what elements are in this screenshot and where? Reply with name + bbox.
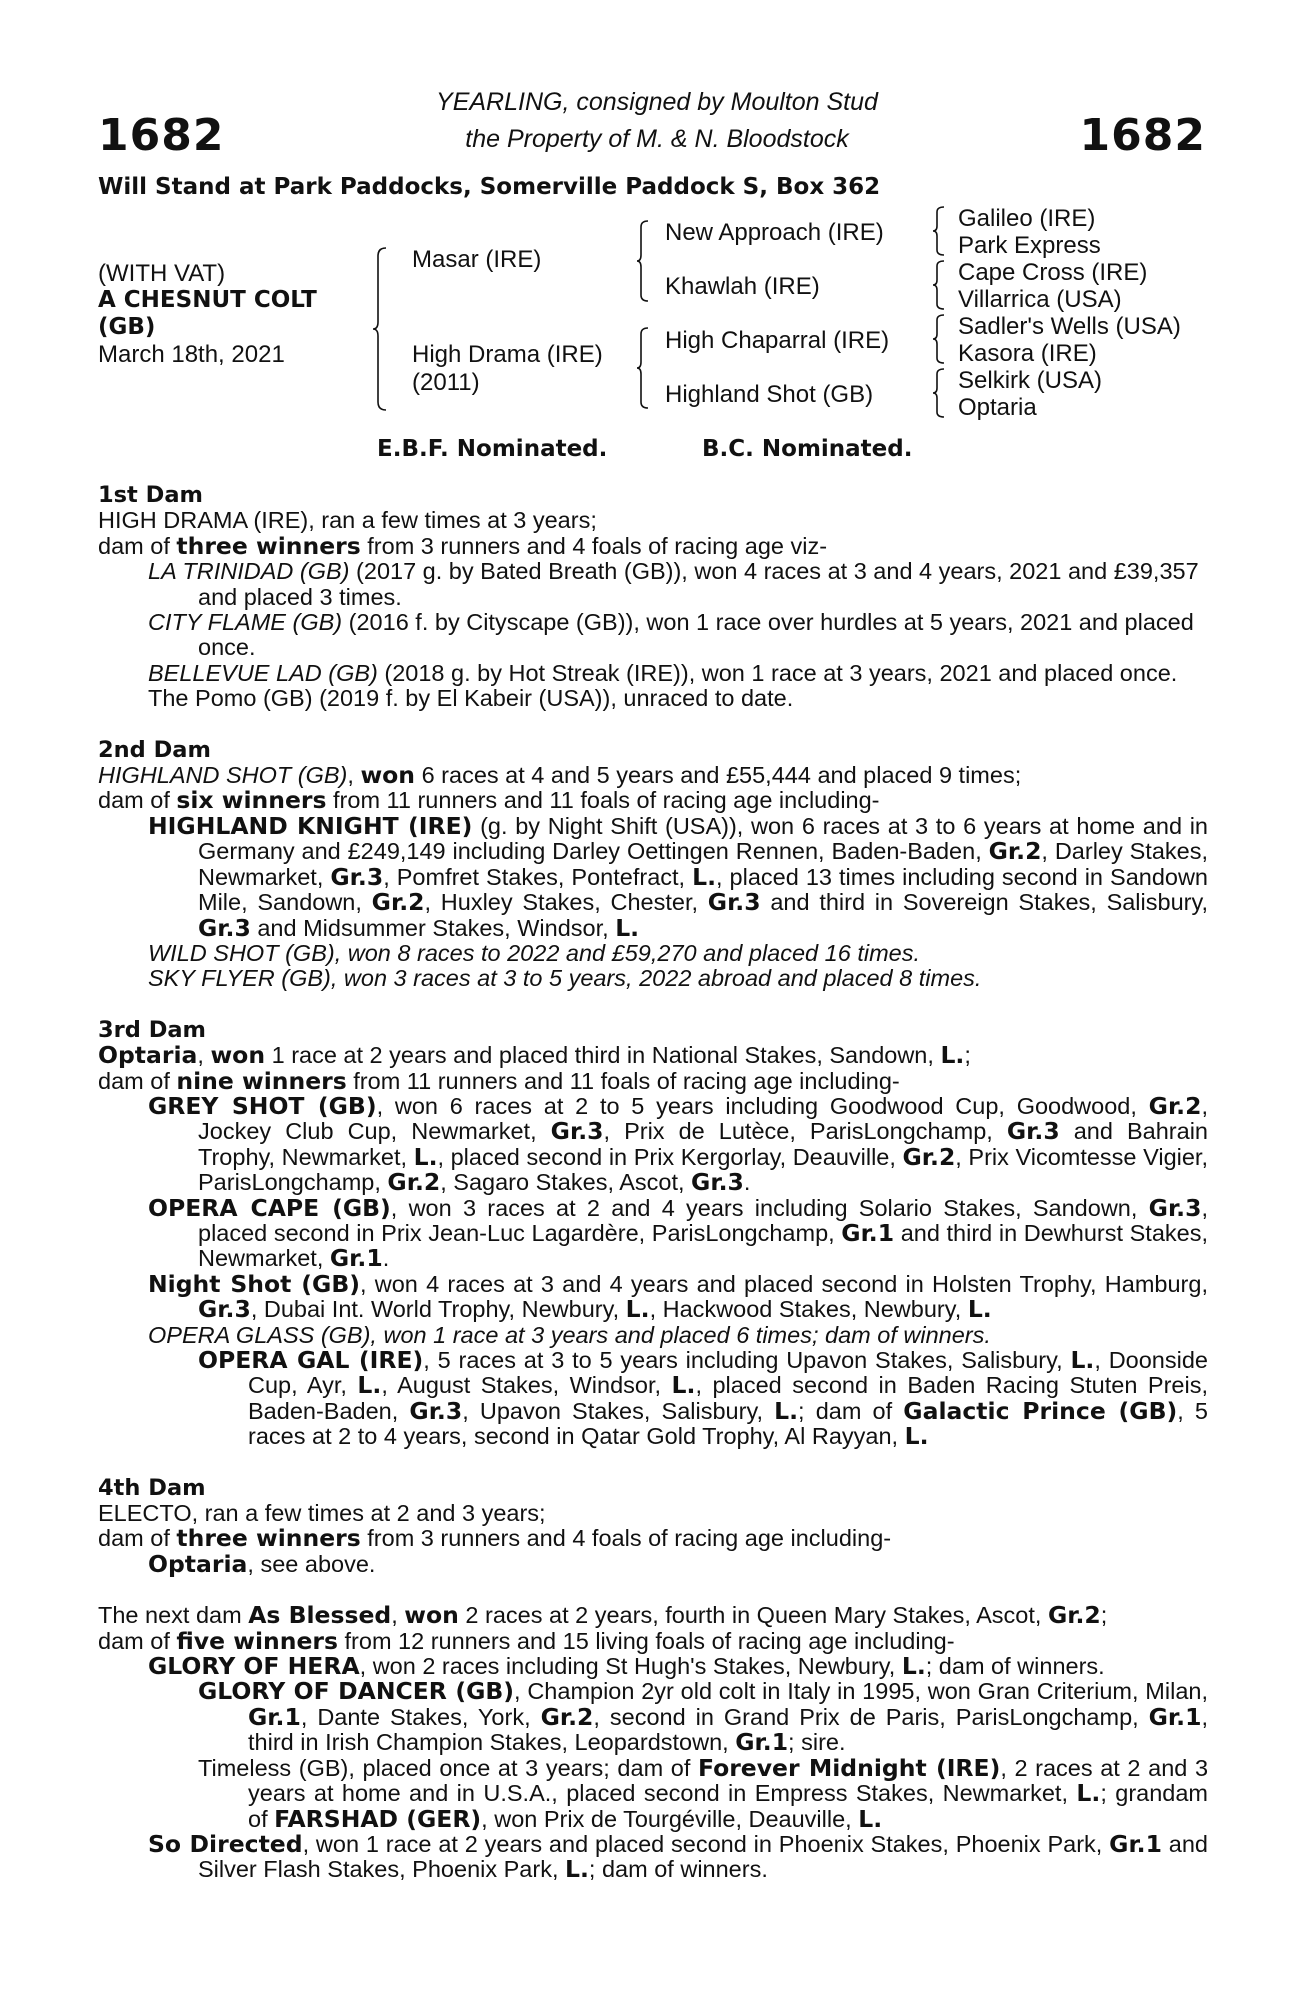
second-dam-title: 2nd Dam	[98, 736, 211, 763]
offspring-highland-knight: HIGHLAND KNIGHT (IRE) (g. by Night Shift (USA)), won 6 races at 3 to 6 years at home and in Germany and £249,149 including Darley Oettingen Rennen, Baden-Baden, Gr.2, Darley Stakes, Newmarket, Gr.3, Pomfret Stakes, Pontefract, L., placed 13 times including second in Sandown Mile, Sandown, Gr.2, Huxley Stakes, Chester, Gr.3 and third in Sovereign Stakes, Salisbury, Gr.3 and Midsummer Stakes, Windsor, L.	[148, 811, 1209, 942]
pedigree-sds: Cape Cross (IRE)	[958, 259, 1148, 286]
pedigree-sire: Masar (IRE)	[412, 246, 542, 273]
pedigree-dam-name: High Drama (IRE)	[412, 341, 603, 368]
produce-record	[98, 483, 1208, 1883]
brace-dam-line	[636, 326, 650, 410]
lot-number-right: 1682	[1079, 110, 1206, 161]
bc-nomination: B.C. Nominated.	[702, 436, 913, 462]
first-dam-produce: dam of three winners from 3 runners and 4 foals of racing age viz-	[98, 531, 828, 560]
pedigree-dam	[412, 341, 603, 397]
pedigree-sss: Galileo (IRE)	[958, 205, 1096, 232]
pedigree-sdd: Villarrica (USA)	[958, 286, 1122, 313]
brace-gen3-4	[932, 367, 946, 419]
offspring-night-shot: Night Shot (GB), won 4 races at 3 and 4 years and placed second in Holsten Trophy, Hamburg, Gr.3, Dubai Int. World Trophy, Newbury, L., Hackwood Stakes, Newbury, L.	[148, 1269, 1208, 1324]
vat-note: (WITH VAT)	[98, 260, 226, 287]
next-dam-produce: dam of five winners from 12 runners and 15 living foals of racing age including-	[98, 1626, 955, 1655]
grand-offspring-opera-gal: OPERA GAL (IRE), 5 races at 3 to 5 years including Upavon Stakes, Salisbury, L., Doonside Cup, Ayr, L., August Stakes, Windsor, L., placed second in Baden Racing Stuten Preis, Baden-Baden, Gr.3, Upavon Stakes, Salisbury, L.; dam of Galactic Prince (GB), 5 races at 2 to 4 years, second in Qatar Gold Trophy, Al Rayyan, L.	[198, 1346, 1208, 1451]
second-dam-produce: dam of six winners from 11 runners and 11 foals of racing age including-	[98, 786, 880, 815]
pedigree-sire-sire: New Approach (IRE)	[665, 219, 884, 246]
first-dam-title: 1st Dam	[98, 482, 203, 508]
first-dam-line: HIGH DRAMA (IRE), ran a few times at 3 years;	[98, 507, 597, 534]
offspring-the-pomo: The Pomo (GB) (2019 f. by El Kabeir (USA)), unraced to date.	[148, 685, 794, 712]
third-dam-line: Optaria, won 1 race at 2 years and placed third in National Stakes, Sandown, L.;	[98, 1041, 971, 1070]
pedigree-ddd: Optaria	[958, 394, 1037, 421]
subject-dob: March 18th, 2021	[98, 341, 285, 368]
offspring-sky-flyer: SKY FLYER (GB), won 3 races at 3 to 5 years, 2022 abroad and placed 8 times.	[148, 965, 982, 992]
brace-sire-dam	[372, 246, 388, 412]
subject-block	[98, 260, 317, 368]
grand-offspring-glory-of-dancer: GLORY OF DANCER (GB), Champion 2yr old colt in Italy in 1995, won Gran Criterium, Milan, Gr.1, Dante Stakes, York, Gr.2, second in Grand Prix de Paris, ParisLongchamp, Gr.1, third in Irish Champion Stakes, Leopardstown, Gr.1; sire.	[198, 1677, 1208, 1757]
second-dam-section	[98, 738, 1208, 992]
consignment-line-1: YEARLING, consigned by Moulton Stud	[436, 88, 878, 116]
grand-offspring-timeless: Timeless (GB), placed once at 3 years; dam of Forever Midnight (IRE), 2 races at 2 and 3 years at home and in U.S.A., placed second in Empress Stakes, Newmarket, L.; grandam of FARSHAD (GER), won Prix de Tourgéville, Deauville, L.	[198, 1753, 1209, 1833]
brace-gen3-3	[932, 313, 946, 365]
pedigree-dds: Selkirk (USA)	[958, 367, 1103, 394]
pedigree-dam-dam: Highland Shot (GB)	[665, 381, 874, 408]
offspring-la-trinidad: LA TRINIDAD (GB) (2017 g. by Bated Breath (GB)), won 4 races at 3 and 4 years, 2021 and £39,357 and placed 3 times.	[148, 558, 1199, 610]
offspring-glory-of-hera: GLORY OF HERA, won 2 races including St Hugh's Stakes, Newbury, L.; dam of winners.	[148, 1652, 1105, 1681]
consignment-line-2: the Property of M. & N. Bloodstock	[465, 125, 849, 153]
pedigree-dam-year: (2011)	[412, 369, 480, 396]
third-dam-section	[98, 1018, 1208, 1450]
fourth-dam-line: ELECTO, ran a few times at 2 and 3 years;	[98, 1500, 546, 1527]
ebf-nomination: E.B.F. Nominated.	[377, 436, 608, 462]
brace-gen3-1	[932, 205, 946, 257]
third-dam-title: 3rd Dam	[98, 1016, 206, 1043]
pedigree-dsd: Kasora (IRE)	[958, 340, 1097, 367]
pedigree-dss: Sadler's Wells (USA)	[958, 313, 1181, 340]
offspring-wild-shot: WILD SHOT (GB), won 8 races to 2022 and £59,270 and placed 16 times.	[148, 939, 920, 966]
pedigree-sire-dam: Khawlah (IRE)	[665, 273, 820, 300]
pedigree-dam-sire: High Chaparral (IRE)	[665, 327, 890, 354]
next-dam-line: The next dam As Blessed, won 2 races at 2 years, fourth in Queen Mary Stakes, Ascot, Gr.2;	[98, 1601, 1108, 1630]
subject-name-line-2: (GB)	[98, 314, 156, 340]
offspring-optaria: Optaria, see above.	[148, 1549, 376, 1578]
lot-number-left: 1682	[98, 110, 225, 161]
stand-location: Will Stand at Park Paddocks, Somerville Paddock S, Box 362	[98, 174, 881, 200]
offspring-opera-glass: OPERA GLASS (GB), won 1 race at 3 years and placed 6 times; dam of winners.	[148, 1321, 991, 1348]
fourth-dam-section	[98, 1476, 1208, 1578]
offspring-grey-shot: GREY SHOT (GB), won 6 races at 2 to 5 years including Goodwood Cup, Goodwood, Gr.2, Jockey Club Cup, Newmarket, Gr.3, Prix de Lutèce, ParisLongchamp, Gr.3 and Bahrain Trophy, Newmarket, L., placed second in Prix Kergorlay, Deauville, Gr.2, Prix Vicomtesse Vigier, ParisLongchamp, Gr.2, Sagaro Stakes, Ascot, Gr.3.	[148, 1091, 1208, 1197]
first-dam-section	[98, 483, 1208, 712]
brace-gen3-2	[932, 259, 946, 311]
fourth-dam-produce: dam of three winners from 3 runners and 4 foals of racing age including-	[98, 1524, 892, 1553]
offspring-opera-cape: OPERA CAPE (GB), won 3 races at 2 and 4 years including Solario Stakes, Sandown, Gr.3, placed second in Prix Jean-Luc Lagardère, ParisLongchamp, Gr.1 and third in Dewhurst Stakes, Newmarket, Gr.1.	[148, 1193, 1208, 1273]
offspring-so-directed: So Directed, won 1 race at 2 years and placed second in Phoenix Stakes, Phoenix Park, Gr.1 and Silver Flash Stakes, Phoenix Park, L.; dam of winners.	[148, 1829, 1209, 1884]
offspring-city-flame: CITY FLAME (GB) (2016 f. by Cityscape (GB)), won 1 race over hurdles at 5 years, 2021 and placed once.	[148, 609, 1194, 661]
brace-sire-line	[636, 219, 650, 303]
subject-name-line-1: A CHESNUT COLT	[98, 287, 317, 313]
fourth-dam-title: 4th Dam	[98, 1474, 206, 1501]
pedigree-ssd: Park Express	[958, 232, 1101, 259]
third-dam-produce: dam of nine winners from 11 runners and 11 foals of racing age including-	[98, 1066, 900, 1095]
offspring-bellevue-lad: BELLEVUE LAD (GB) (2018 g. by Hot Streak (IRE)), won 1 race at 3 years, 2021 and placed once.	[148, 659, 1178, 686]
second-dam-line: HIGHLAND SHOT (GB), won 6 races at 4 and 5 years and £55,444 and placed 9 times;	[98, 761, 1022, 790]
consignment-info	[0, 84, 1314, 158]
next-dam-section	[98, 1603, 1208, 1882]
